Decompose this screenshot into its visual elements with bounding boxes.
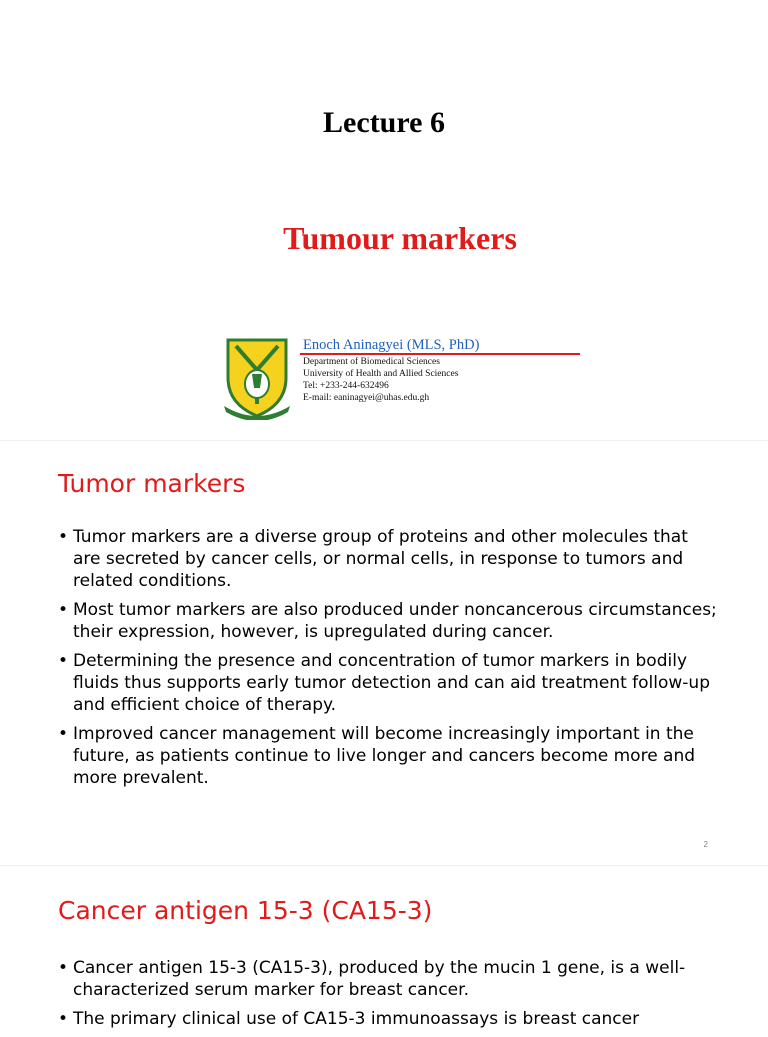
telephone: Tel: +233-244-632496 <box>303 381 389 391</box>
university-crest-logo <box>222 334 292 420</box>
tumor-markers-slide <box>0 440 768 865</box>
lecture-title: Tumour markers <box>283 220 517 256</box>
author-name: Enoch Aninagyei (MLS, PhD) <box>303 337 480 353</box>
title-slide <box>0 0 768 440</box>
slide-heading: Cancer antigen 15-3 (CA15-3) <box>58 896 433 925</box>
university: University of Health and Allied Sciences <box>303 369 459 379</box>
bullet-list <box>58 526 718 796</box>
author-underline <box>300 353 580 355</box>
list-item: • The primary clinical use of CA15-3 immunoassays is breast cancer <box>58 1009 640 1029</box>
slide-heading: Tumor markers <box>58 469 246 498</box>
lecture-number: Lecture 6 <box>323 106 445 139</box>
list-item: • Cancer antigen 15-3 (CA15-3), produced by the mucin 1 gene, is a well-characterized serum marker for breast cancer. <box>58 958 686 1000</box>
list-item: • Tumor markers are a diverse group of proteins and other molecules that are secreted by cancer cells, or normal cells, in response to tumors and related conditions. <box>58 527 688 591</box>
author-contact <box>303 356 458 404</box>
list-item: • Determining the presence and concentration of tumor markers in bodily fluids thus supports early tumor detection and can aid treatment follow-up and efficient choice of therapy. <box>58 651 710 715</box>
ca15-3-slide <box>0 865 768 1029</box>
page-number: 2 <box>703 840 708 849</box>
email: E-mail: eaninagyei@uhas.edu.gh <box>303 393 430 403</box>
list-item: • Most tumor markers are also produced under noncancerous circumstances; their expression, however, is upregulated during cancer. <box>58 600 717 642</box>
list-item: • Improved cancer management will become increasingly important in the future, as patients continue to live longer and cancers become more and more prevalent. <box>58 724 696 788</box>
department: Department of Biomedical Sciences <box>303 357 440 367</box>
bullet-list <box>58 957 718 1037</box>
